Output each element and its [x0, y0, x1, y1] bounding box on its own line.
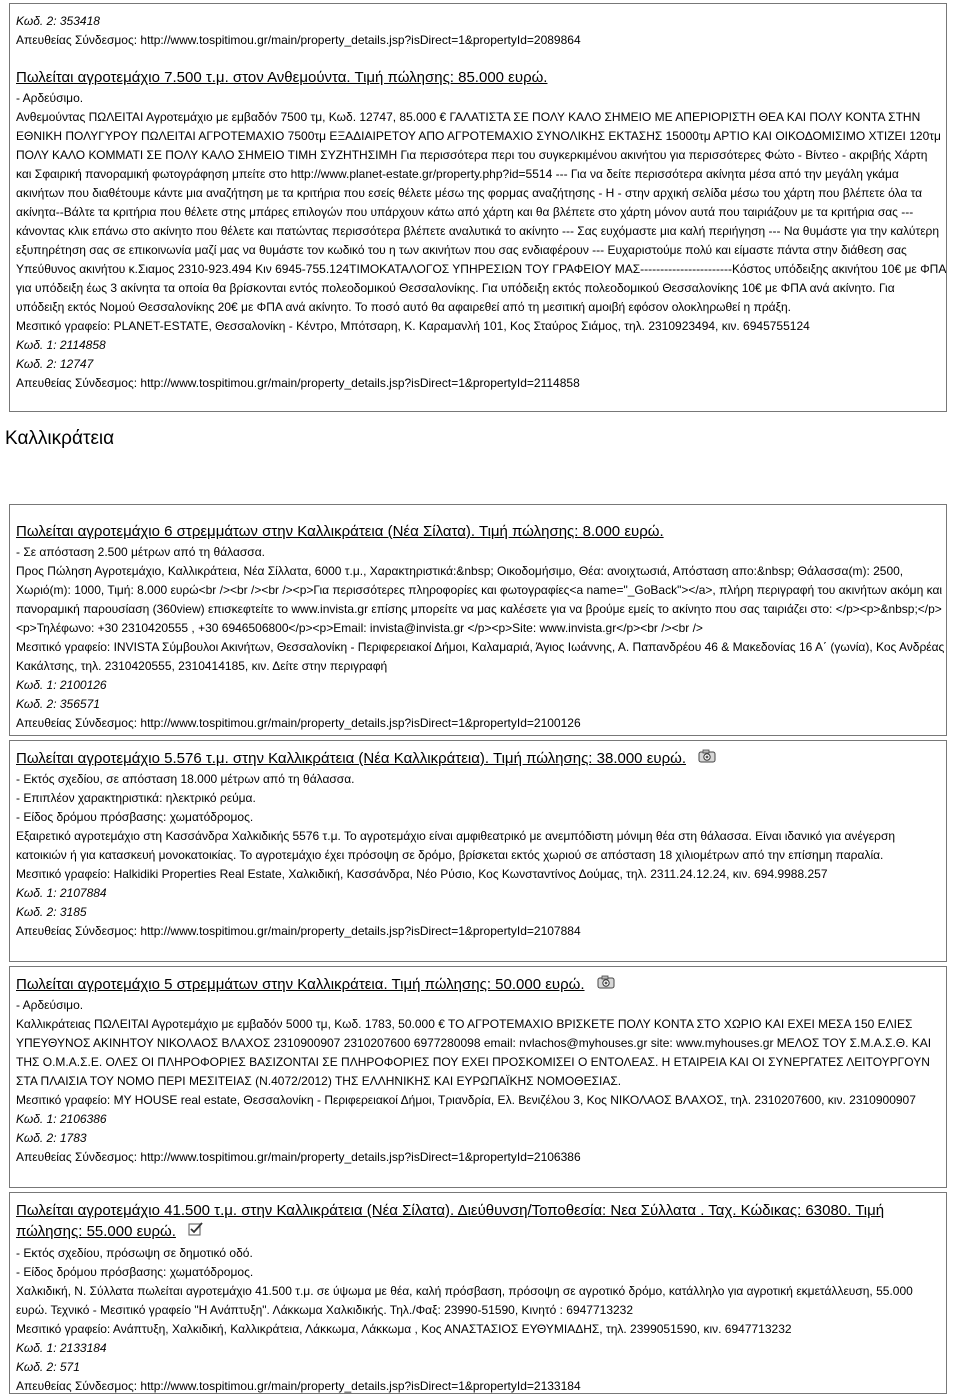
listing-title: Πωλείται αγροτεμάχιο 41.500 τ.μ. στην Καλλικράτεια (Νέα Σίλατα). Διεύθυνση/Τοποθεσία: Νεα Σύλλατα . Ταχ. Κώδικας: 63080. Τιμή πώλησης: 55.000 ευρώ. [16, 1193, 946, 1244]
listing-description: Εξαιρετικό αγροτεμάχιο στη Κασσάνδρα Χαλκιδικής 5576 τ.μ. Το αγροτεμάχιο είναι αμφιθεατρικό με ανεμπόδιστη μόνιμη θέα στη θάλασσα. Είναι ιδανικό για ανέγερση κατοικιών ή για κατασκευή μονοκατοικίας. Το αγροτεμάχιο έχει πρόσοψη σε δρόμο, βρίσκεται εκτός χωριού σε απόσταση 18 χιλιομέτρων από την επίσημη παραλία. [16, 829, 896, 863]
listing-office: Μεσιτικό γραφείο: MY HOUSE real estate, Θεσσαλονίκη - Περιφερειακοί Δήμοι, Τριανδρία, Ελ. Βενιζέλου 3, Κος ΝΙΚΟΛΑΟΣ ΒΛΑΧΟΣ, τηλ. 2310207600, κιν. 2310900907 [16, 1093, 916, 1108]
listing-office: Μεσιτικό γραφείο: Halkidiki Properties Real Estate, Χαλκιδική, Κασσάνδρα, Νέο Ρύσιο, Κος Κωνσταντίνος Δούμας, τηλ. 2311.24.12.24, κιν. 694.9988.257 [16, 867, 828, 882]
listing-card [9, 504, 947, 736]
listing-feature: - Αρδεύσιμο. [16, 998, 84, 1013]
listing-code-1: Κωδ. 1: 2133184 [16, 1341, 107, 1355]
listing-code-2: Κωδ. 2: 353418 [16, 14, 100, 28]
listing-feature: - Είδος δρόμου πρόσβασης: χωματόδρομος. [16, 810, 254, 825]
listing-code-2: Κωδ. 2: 571 [16, 1360, 80, 1374]
listing-office: Μεσιτικό γραφείο: INVISTA Σύμβουλοι Ακινήτων, Θεσσαλονίκη - Περιφερειακοί Δήμοι, Καλαμαριά, Άγιος Ιωάννης, Α. Παπανδρέου 46 & Μακεδονίας 16 Α΄ (γωνία), Κος Ανδρέας Κακάλτσης, τηλ. 2310420555, 2310414185, κιν. Δείτε στην περιγραφή [16, 640, 945, 673]
listing-code-2: Κωδ. 2: 3185 [16, 905, 87, 920]
listing-card-top [9, 3, 947, 412]
listing-title: Πωλείται αγροτεμάχιο 5 στρεμμάτων στην Καλλικράτεια. Τιμή πώλησης: 50.000 ευρώ. [16, 967, 946, 996]
listing-description: Καλλικράτειας ΠΩΛΕΙΤΑΙ Αγροτεμάχιο με εμβαδόν 5000 τμ, Κωδ. 1783, 50.000 € ΤΟ ΑΓΡΟΤΕΜΑΧΙΟ ΒΡΙΣΚΕΤΕ ΠΟΛΥ ΚΟΝΤΑ ΣΤΟ ΧΩΡΙΟ ΚΑΙ ΕΧΕΙ ΜΕΣΑ 150 ΕΛΙΕΣ ΥΠΕΥΘΥΝΟΣ ΑΚΙΝΗΤΟΥ ΝΙΚΟΛΑΟΣ ΒΛΑΧΟΣ 2310900907 2310207600 6977280098 email: nvlachos@myhouses.gr site: www.myhouses.gr ΜΕΛΟΣ ΤΟΥ Σ.Μ.Α.Σ.Θ. ΚΑΙ ΤΗΣ Ο.Μ.Α.Σ.Ε. ΟΛΕΣ ΟΙ ΠΛΗΡΟΦΟΡΙΕΣ ΒΑΣΙΖΟΝΤΑΙ ΣΕ ΠΛΗΡΟΦΟΡΙΕΣ ΠΟΥ ΕΧΕΙ ΠΡΟΣΚΟΜΙΣΕΙ Ο ΕΝΤΟΛΕΑΣ. Η ΕΤΑΙΡΕΙΑ ΚΑΙ ΟΙ ΣΥΝΕΡΓΑΤΕΣ ΛΕΙΤΟΥΡΓΟΥΝ ΣΤΑ ΠΛΑΙΣΙΑ ΤΟΥ ΝΟΜΟ ΠΕΡΙ ΜΕΣΙΤΕΙΑΣ (Ν.4072/2012) ΤΗΣ ΕΛΛΗΝΙΚΗΣ ΚΑΙ ΕΥΡΩΠΑΪΚΗΣ ΝΟΜΟΘΕΣΙΑΣ. [16, 1017, 932, 1089]
listing-code-1: Κωδ. 1: 2106386 [16, 1112, 107, 1127]
listing-card [9, 740, 947, 962]
listing-code-2: Κωδ. 2: 356571 [16, 697, 100, 711]
listing-office: Μεσιτικό γραφείο: Ανάπτυξη, Χαλκιδική, Καλλικράτεια, Λάκκωμα, Λάκκωμα , Κος ΑΝΑΣΤΑΣΙΟΣ ΕΥΘΥΜΙΑΔΗΣ, τηλ. 2399051590, κιν. 6947713232 [16, 1322, 792, 1336]
listing-office: Μεσιτικό γραφείο: PLANET-ESTATE, Θεσσαλονίκη - Κέντρο, Μπότσαρη, Κ. Καραμανλή 101, Κος Σταύρος Σιάμος, τηλ. 2310923494, κιν. 6945755124 [16, 319, 810, 333]
listing-title: Πωλείται αγροτεμάχιο 7.500 τ.μ. στον Ανθεμούντα. Τιμή πώλησης: 85.000 ευρώ. [16, 69, 548, 86]
listing-code-1: Κωδ. 1: 2107884 [16, 886, 107, 901]
direct-link[interactable]: Απευθείας Σύνδεσμος: http://www.tospitimou.gr/main/property_details.jsp?isDirect=1&propertyId=2089864 [16, 33, 581, 47]
camera-icon[interactable] [698, 749, 716, 769]
listing-code-2: Κωδ. 2: 12747 [16, 357, 94, 371]
listing-feature: - Σε απόσταση 2.500 μέτρων από τη θάλασσα. [16, 545, 265, 559]
checkbox-icon[interactable] [188, 1221, 204, 1243]
section-heading: Καλλικράτεια [5, 428, 115, 449]
direct-link[interactable]: Απευθείας Σύνδεσμος: http://www.tospitimou.gr/main/property_details.jsp?isDirect=1&propertyId=2106386 [16, 1150, 581, 1165]
listing-code-1: Κωδ. 1: 2100126 [16, 678, 107, 692]
listing-description: Χαλκιδική, Ν. Σύλλατα πωλείται αγροτεμάχιο 41.500 τ.μ. σε ύψωμα με θέα, καλή πρόσβαση, πρόσοψη σε αγροτικό δρόμο, κατάλληλο για αγροτική εκμετάλλευση, 55.000 ευρώ. Τεχνικό - Μεσιτικό γραφείο "Η Ανάπτυξη". Λάκκωμα Χαλκιδικής. Τηλ./Φαξ: 23990-51590, Κινητό : 6947713232 [16, 1284, 913, 1317]
listing-title: Πωλείται αγροτεμάχιο 5.576 τ.μ. στην Καλλικράτεια (Νέα Καλλικράτεια). Τιμή πώλησης: 38.000 ευρώ. [16, 741, 946, 770]
listing-title: Πωλείται αγροτεμάχιο 6 στρεμμάτων στην Καλλικράτεια (Νέα Σίλατα). Τιμή πώλησης: 8.000 ευρώ. [16, 523, 664, 540]
listing-description: Προς Πώληση Αγροτεμάχιο, Καλλικράτεια, Νέα Σίλλατα, 6000 τ.μ., Χαρακτηριστικά:&nbsp; Οικοδομήσιμο, Θέα: ανοιχτωσιά, Απόσταση απο:&nbsp; Θάλασσα(m): 2500, Χωριό(m): 1000, Τιμή: 8.000 ευρώ<br /><br /><br /><p>Για περισσότερες πληροφορίες και φωτογραφίες<a name="_GoBack"></a>, πλήρη περιγραφή του ακινήτων ακόμη και πανοραμική παρουσίαση (360view) επισκεφτείτε το www.invista.gr επίσης μπορείτε να μας καλέσετε για να βρούμε εμείς το ακίνητο που σας ταιριάζει στο: </p><p>&nbsp;</p><p>Τηλέφωνο: +30 2310420555 , +30 6946506800</p><p>Email: invista@invista.gr </p><p>Site: www.invista.gr</p><br /><br /> [16, 564, 943, 635]
listing-feature: - Είδος δρόμου πρόσβασης: χωματόδρομος. [16, 1265, 254, 1279]
listing-code-2: Κωδ. 2: 1783 [16, 1131, 87, 1146]
listing-description: Ανθεμούντας ΠΩΛΕΙΤΑΙ Αγροτεμάχιο με εμβαδόν 7500 τμ, Κωδ. 12747, 85.000 € ΓΑΛΑΤΙΣΤΑ ΣΕ ΠΟΛΥ ΚΑΛΟ ΣΗΜΕΙΟ ΜΕ ΑΠΕΡΙΟΡΙΣΤΗ ΘΕΑ ΚΑΙ ΠΟΛΥ ΚΟΝΤΑ ΣΤΗΝ ΕΘΝΙΚΗ ΠΟΛΥΓΥΡΟΥ ΠΩΛΕΙΤΑΙ ΑΓΡΟΤΕΜΑΧΙΟ 7500τμ ΕΞΑΔΙΑΙΡΕΤΟΥ ΑΠΟ ΑΓΡΟΤΕΜΑΧΙΟ ΣΥΝΟΛΙΚΗΣ ΕΚΤΑΣΗΣ 15000τμ ΑΡΤΙΟ ΚΑΙ ΟΙΚΟΔΟΜΙΣΙΜΟ ΧΤΙΖΕΙ 120τμ ΠΟΛΥ ΚΑΛΟ ΚΟΜΜΑΤΙ ΣΕ ΠΟΛΥ ΚΑΛΟ ΣΗΜΕΙΟ ΤΙΜΗ ΣΥΖΗΤΗΣΙΜΗ Για περισσότερα περι του συγκερκιμένου ακινήτου για περισσότερες Φώτο - Βίντεο - ακριβής Χάρτη και Σφαιρική πανοραμική φωτογράφηση μπείτε στο http://www.planet-estate.gr/property.php?id=5514 --- Για να δείτε περισσότερα ακίνητα μέσα από την μεγάλη γκάμα ακινήτων που διαθέτουμε κάντε μια αναζήτηση με τα κριτήρια που εσείς θέλετε μέσω της φορμας αναζήτησης - Η - στην αρχική σελίδα μέσω του χάρτη που βλέπετε όλα τα ακίνητα--Βάλτε τα κριτήρια που θέλετε στης μπάρες επιλογών που υπάρχουν κάτω από χάρτη και θα βλέπετε στο χάρτη μόνον αυτά που ταιριάζουν με τα κριτήρια σας --- κάνοντας κλικ επάνω στο ακίνητο που θέλετε και πατώντας περισσότερα βλέπετε αναλυτικά το ακίνητο --- Σας ευχόμαστε μια καλή περιήγηση --- Να θυμάστε για την καλύτερη εξυπηρέτηση σας σε επικοινωνία μαζί μας να θυμάστε τον κωδικό του η των ακινήτων που σας ενδιαφέρουν --- Ευχαριστούμε πολύ και είμαστε πάντα στην διάθεση σας Υπεύθυνος ακινήτου κ.Σιαμος 2310-923.494 Κιν 6945-755.124ΤΙΜΟΚΑΤΑΛΟΓΟΣ ΥΠΗΡΕΣΙΩΝ ΤΟΥ ΓΡΑΦΕΙΟΥ ΜΑΣ-----------------------Κόστος υπόδειξης ακινήτου 10€ με ΦΠΑ για υπόδειξη έως 3 ακίνητα τα οποία θα βρίσκονται εντός πολεοδομικού Θεσσαλονίκης. Για υπόδειξη εκτός πολεοδομικού Θεσσαλονίκης 10€ με ΦΠΑ ανά ακίνητο. Για υπόδειξη εκτός Νομού Θεσσαλονίκης 20€ με ΦΠΑ ανά ακίνητο. Το ποσό αυτό θα αφαιρεθεί από τη μεσιτική αμοιβή εφόσον ολοκληρωθεί η πράξη. [16, 110, 946, 314]
listing-feature: - Αρδεύσιμο. [16, 91, 84, 105]
direct-link[interactable]: Απευθείας Σύνδεσμος: http://www.tospitimou.gr/main/property_details.jsp?isDirect=1&propertyId=2114858 [16, 376, 580, 390]
direct-link[interactable]: Απευθείας Σύνδεσμος: http://www.tospitimou.gr/main/property_details.jsp?isDirect=1&propertyId=2100126 [16, 716, 581, 730]
camera-icon[interactable] [597, 975, 615, 995]
listing-feature: - Εκτός σχεδίου, σε απόσταση 18.000 μέτρων από τη θάλασσα. [16, 772, 355, 787]
direct-link[interactable]: Απευθείας Σύνδεσμος: http://www.tospitimou.gr/main/property_details.jsp?isDirect=1&propertyId=2107884 [16, 924, 581, 939]
listing-card [9, 1192, 947, 1394]
listing-feature: - Εκτός σχεδίου, πρόσωψη σε δημοτικό οδό. [16, 1246, 253, 1260]
direct-link[interactable]: Απευθείας Σύνδεσμος: http://www.tospitimou.gr/main/property_details.jsp?isDirect=1&propertyId=2133184 [16, 1379, 581, 1393]
listing-code-1: Κωδ. 1: 2114858 [16, 338, 106, 352]
listing-feature: - Επιπλέον χαρακτηριστικά: ηλεκτρικό ρεύμα. [16, 791, 256, 806]
listing-card [9, 966, 947, 1188]
